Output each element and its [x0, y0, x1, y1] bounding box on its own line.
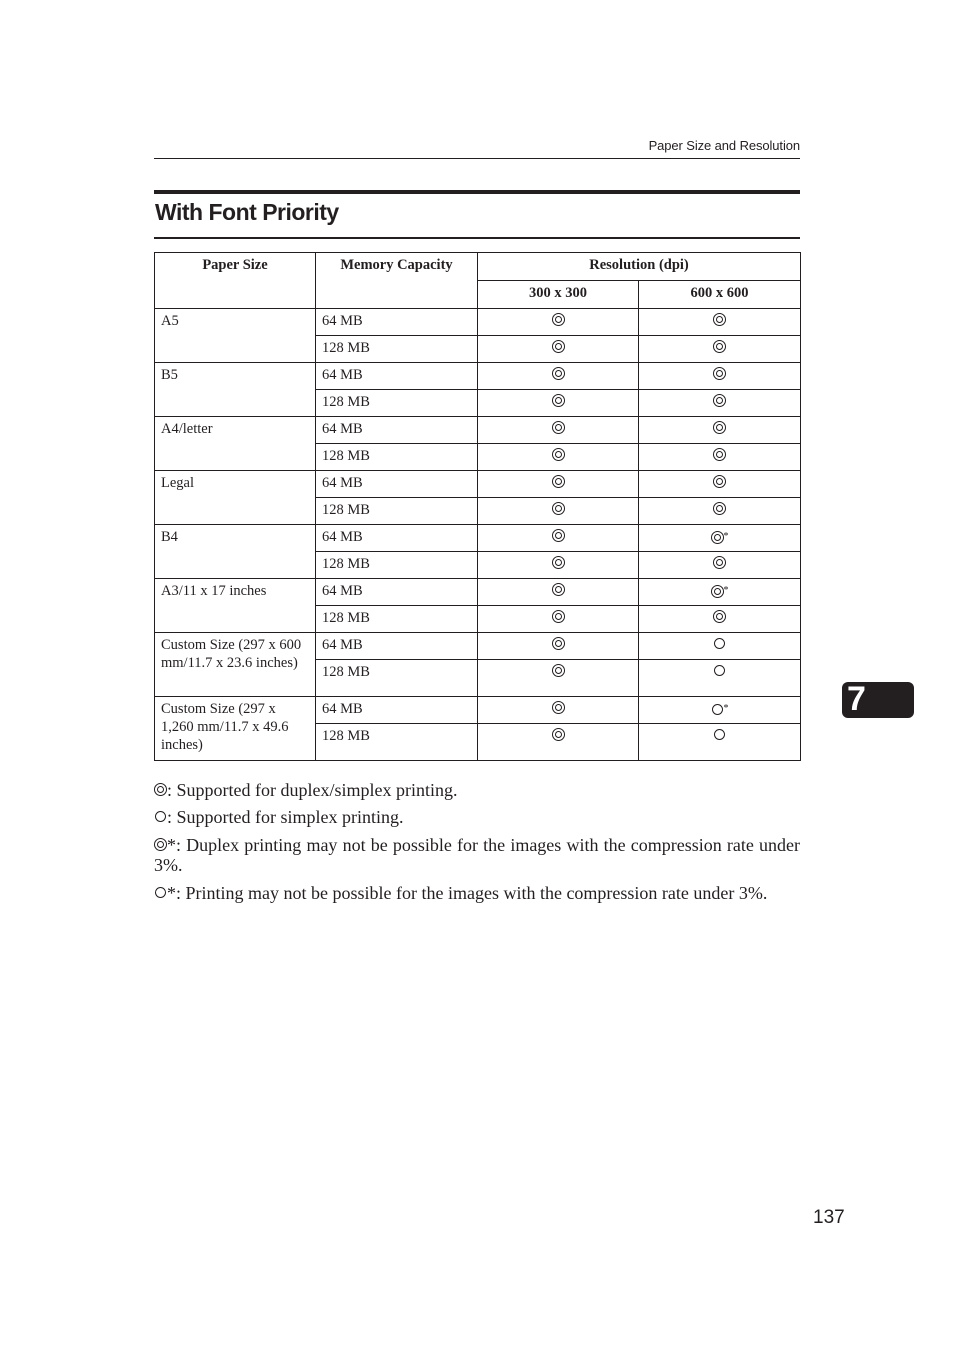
memory-cell: 128 MB — [316, 660, 478, 697]
double-circle-icon — [552, 313, 565, 326]
resolution-mark-cell — [639, 363, 801, 390]
double-circle-icon — [154, 783, 167, 796]
double-circle-icon — [713, 340, 726, 353]
double-circle-icon — [713, 394, 726, 407]
running-header: Paper Size and Resolution — [648, 138, 800, 153]
single-circle-icon — [154, 886, 167, 899]
note-double-asterisk-text: *: Duplex printing may not be possible for the images with the compression rate under 3%. — [154, 835, 800, 875]
resolution-mark-cell — [478, 552, 639, 579]
resolution-mark-cell — [478, 363, 639, 390]
chapter-number: 7 — [847, 680, 866, 718]
page-number: 137 — [813, 1207, 845, 1228]
memory-cell: 128 MB — [316, 606, 478, 633]
single-circle-icon — [713, 728, 726, 741]
double-circle-icon — [552, 701, 565, 714]
double-circle-icon — [154, 838, 167, 851]
memory-cell: 128 MB — [316, 552, 478, 579]
memory-cell: 128 MB — [316, 444, 478, 471]
memory-cell: 128 MB — [316, 498, 478, 525]
note-double-asterisk — [154, 835, 800, 875]
resolution-mark-cell — [478, 336, 639, 363]
resolution-mark-cell — [639, 417, 801, 444]
double-circle-icon — [552, 340, 565, 353]
resolution-mark-cell — [639, 724, 801, 761]
resolution-mark-cell — [478, 525, 639, 552]
resolution-mark-cell — [639, 444, 801, 471]
table-row — [155, 309, 801, 336]
memory-cell: 64 MB — [316, 633, 478, 660]
header-res-300: 300 x 300 — [478, 281, 639, 309]
resolution-mark-cell — [478, 498, 639, 525]
memory-cell: 64 MB — [316, 471, 478, 498]
resolution-mark-cell — [478, 417, 639, 444]
double-circle-icon — [552, 583, 565, 596]
memory-cell: 128 MB — [316, 390, 478, 417]
paper-size-cell: A4/letter — [155, 417, 316, 471]
double-circle-icon — [552, 394, 565, 407]
double-circle-icon — [713, 448, 726, 461]
double-circle-icon — [552, 664, 565, 677]
double-circle-icon — [552, 448, 565, 461]
double-circle-icon — [552, 556, 565, 569]
resolution-mark-cell — [639, 579, 801, 606]
memory-cell: 128 MB — [316, 336, 478, 363]
double-circle-icon — [711, 585, 724, 598]
double-circle-icon — [552, 610, 565, 623]
page-title: With Font Priority — [155, 199, 339, 225]
double-circle-icon — [552, 637, 565, 650]
table-row — [155, 697, 801, 724]
resolution-mark-cell — [639, 525, 801, 552]
double-circle-icon — [552, 502, 565, 515]
resolution-mark-cell — [639, 606, 801, 633]
resolution-mark-cell — [478, 660, 639, 697]
memory-cell: 64 MB — [316, 697, 478, 724]
header-resolution: Resolution (dpi) — [478, 253, 801, 281]
header-res-600: 600 x 600 — [639, 281, 801, 309]
paper-size-cell: B4 — [155, 525, 316, 579]
resolution-mark-cell — [478, 471, 639, 498]
title-bottom-rule — [154, 237, 800, 239]
double-circle-icon — [713, 610, 726, 623]
header-rule — [154, 158, 800, 159]
paper-size-cell: Custom Size (297 x 1,260 mm/11.7 x 49.6 inches) — [155, 697, 316, 761]
asterisk-marker: * — [723, 703, 729, 714]
paper-size-cell: A5 — [155, 309, 316, 363]
note-single-asterisk-text: *: Printing may not be possible for the images with the compression rate under 3%. — [167, 883, 768, 903]
note-single-text: : Supported for simplex printing. — [167, 807, 404, 827]
resolution-mark-cell — [639, 660, 801, 697]
table-row — [155, 471, 801, 498]
note-single — [154, 807, 800, 827]
resolution-mark-cell — [478, 309, 639, 336]
double-circle-icon — [713, 367, 726, 380]
header-memory-capacity: Memory Capacity — [316, 253, 478, 309]
double-circle-icon — [552, 367, 565, 380]
double-circle-icon — [711, 531, 724, 544]
memory-cell: 64 MB — [316, 417, 478, 444]
double-circle-icon — [713, 556, 726, 569]
resolution-mark-cell — [639, 552, 801, 579]
memory-cell: 64 MB — [316, 363, 478, 390]
double-circle-icon — [713, 502, 726, 515]
paper-size-cell: Legal — [155, 471, 316, 525]
double-circle-icon — [552, 529, 565, 542]
resolution-mark-cell — [639, 498, 801, 525]
double-circle-icon — [552, 421, 565, 434]
single-circle-icon — [711, 703, 724, 716]
asterisk-marker: * — [723, 585, 729, 596]
single-circle-icon — [713, 664, 726, 677]
memory-cell: 64 MB — [316, 579, 478, 606]
paper-size-cell: A3/11 x 17 inches — [155, 579, 316, 633]
resolution-mark-cell — [478, 606, 639, 633]
memory-cell: 64 MB — [316, 525, 478, 552]
double-circle-icon — [713, 313, 726, 326]
paper-size-cell: Custom Size (297 x 600 mm/11.7 x 23.6 inches) — [155, 633, 316, 697]
resolution-mark-cell — [478, 724, 639, 761]
table-row — [155, 417, 801, 444]
double-circle-icon — [713, 421, 726, 434]
resolution-table — [154, 252, 801, 761]
resolution-mark-cell — [478, 579, 639, 606]
note-double-text: : Supported for duplex/simplex printing. — [167, 780, 458, 800]
paper-size-cell: B5 — [155, 363, 316, 417]
resolution-mark-cell — [639, 309, 801, 336]
resolution-mark-cell — [478, 444, 639, 471]
resolution-mark-cell — [639, 471, 801, 498]
resolution-mark-cell — [478, 390, 639, 417]
table-row — [155, 633, 801, 660]
resolution-mark-cell — [639, 336, 801, 363]
memory-cell: 64 MB — [316, 309, 478, 336]
resolution-mark-cell — [639, 697, 801, 724]
table-row — [155, 579, 801, 606]
table-row — [155, 363, 801, 390]
double-circle-icon — [552, 728, 565, 741]
resolution-mark-cell — [478, 697, 639, 724]
asterisk-marker: * — [723, 531, 729, 542]
chapter-tab — [842, 682, 914, 718]
note-double — [154, 780, 800, 800]
table-row — [155, 525, 801, 552]
memory-cell: 128 MB — [316, 724, 478, 761]
resolution-mark-cell — [478, 633, 639, 660]
resolution-mark-cell — [639, 390, 801, 417]
single-circle-icon — [154, 810, 167, 823]
double-circle-icon — [552, 475, 565, 488]
header-paper-size: Paper Size — [155, 253, 316, 309]
note-single-asterisk — [154, 883, 800, 903]
double-circle-icon — [713, 475, 726, 488]
single-circle-icon — [713, 637, 726, 650]
resolution-mark-cell — [639, 633, 801, 660]
title-top-rule — [154, 190, 800, 194]
